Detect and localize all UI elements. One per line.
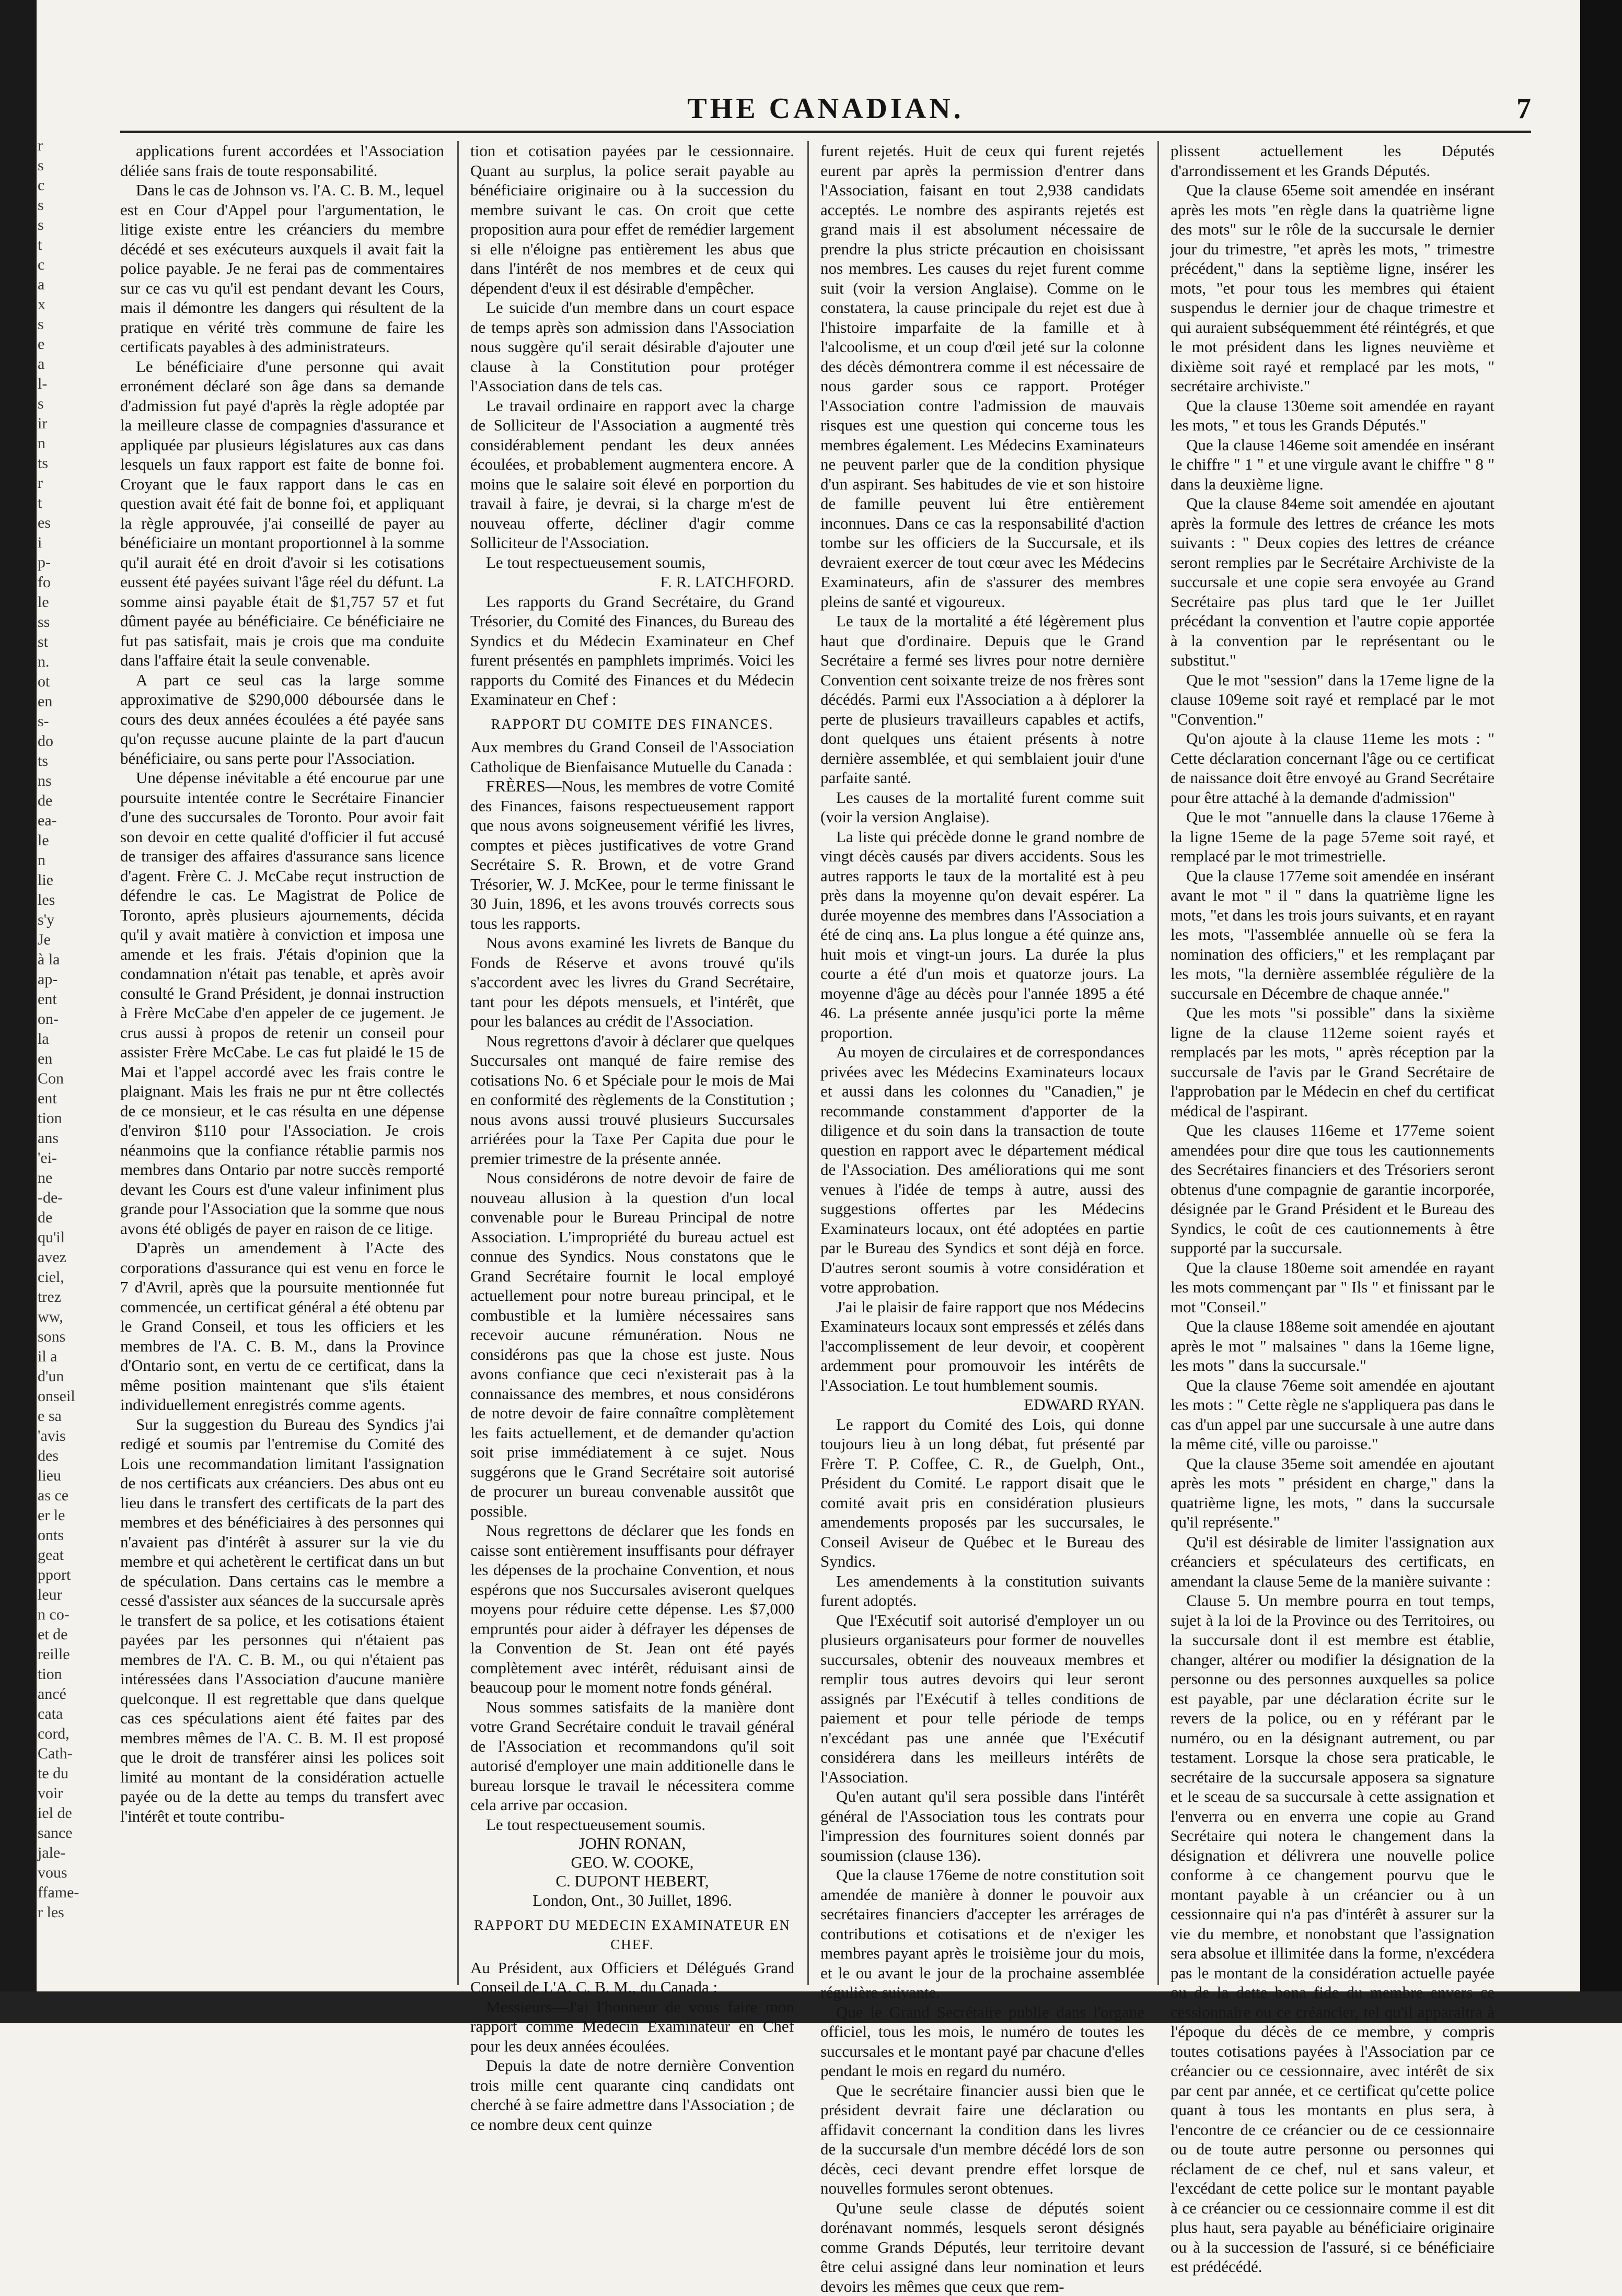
- signature: EDWARD RYAN.: [820, 1395, 1144, 1415]
- bleed-fragment: 'avis: [38, 1426, 100, 1446]
- bleed-fragment: 'ei-: [38, 1148, 100, 1168]
- bleed-fragment: on-: [38, 1009, 100, 1029]
- bleed-fragment: n: [38, 434, 100, 453]
- bleed-fragment: reille: [38, 1645, 100, 1664]
- paragraph: Nous regrettons d'avoir à déclarer que quelques Succursales ont manqué de faire remise des cotisations No. 6 et Spéciale pour le mois de Mai en conformité des règlements de la Constitution ; nous avons aussi trouvé plusieurs Succursales arriérées pour la Taxe Per Capita due pour le premier trimestre de la présente année.: [470, 1031, 794, 1169]
- bleed-fragment: de: [38, 791, 100, 811]
- bleed-fragment: tion: [38, 1109, 100, 1128]
- paragraph: Nous sommes satisfaits de la manière dont votre Grand Secrétaire conduit le travail général de l'Association et recommandons qu'il soit autorisé d'employer une main additionelle dans le bureau lorsque le travail le nécessitera comme cela arrive par occasion.: [470, 1697, 794, 1815]
- bleed-fragment: Con: [38, 1069, 100, 1089]
- signatory-name: C. DUPONT HEBERT,: [470, 1872, 794, 1891]
- facing-page-bleed: [38, 136, 100, 1860]
- paragraph: Nous regrettons de déclarer que les fonds en caisse sont entièrement insuffisants pour défrayer les dépenses de la prochaine Convention, et nous espérons que nos Succursales aviseront quelques moyens pour réduire cette dépense. Les $7,000 empruntés pour aider à défrayer les dépenses de la Convention de St. Jean ont été payés complètement avec intérêt, réduisant ainsi de beaucoup pour le moment notre fonds général.: [470, 1521, 794, 1697]
- bleed-fragment: ts: [38, 453, 100, 473]
- section-heading: RAPPORT DU MEDECIN EXAMINATEUR EN CHEF.: [470, 1916, 794, 1955]
- bleed-fragment: ir: [38, 414, 100, 434]
- bleed-fragment: à la: [38, 950, 100, 970]
- bleed-fragment: s: [38, 195, 100, 215]
- paragraph: Que la clause 84eme soit amendée en ajoutant après la formule des lettres de créance les mots suivants : " Deux copies des lettres de créance seront remplies par le Secrétaire Archiviste de la succursale et une copie sera envoyée au Grand Secrétaire pas plus tard que le 1er Juillet précédant la convention et l'autre copie apportée à la convention par le représentant ou le substitut.": [1171, 494, 1494, 670]
- paragraph: Le tout respectueusement soumis.: [470, 1815, 794, 1835]
- bleed-fragment: les: [38, 890, 100, 910]
- bleed-fragment: s: [38, 314, 100, 334]
- bleed-fragment: ts: [38, 751, 100, 771]
- paragraph: Les amendements à la constitution suivants furent adoptés.: [820, 1571, 1144, 1611]
- bleed-fragment: iel de: [38, 1803, 100, 1823]
- bleed-fragment: et de: [38, 1625, 100, 1645]
- bleed-fragment: lie: [38, 870, 100, 890]
- paragraph: Qu'une seule classe de députés soient dorénavant nommés, lesquels seront désignés comme Grands Députés, leur territoire devant être celui assigné dans leur nomination et leurs devoirs les mêmes que ceux que rem-: [820, 2198, 1144, 2296]
- column-divider: [457, 141, 459, 1985]
- bleed-fragment: en: [38, 1049, 100, 1069]
- bleed-fragment: e sa: [38, 1406, 100, 1426]
- paragraph: La liste qui précède donne le grand nombre de vingt décès causés par divers accidents. Sous les autres rapports le taux de la mortalité est à peu près dans la moyenne qu'on devait espérer. La durée moyenne des membres dans l'Association a été de cinq ans. La plus longue a été quinze ans, huit mois et vingt-un jours. La durée la plus courte a été d'un mois et quatorze jours. La moyenne d'âge au décès pour l'année 1895 a été 46. La présente année jusqu'ici porte la même proportion.: [820, 827, 1144, 1043]
- bleed-fragment: qu'il: [38, 1228, 100, 1248]
- bleed-fragment: ot: [38, 672, 100, 692]
- bleed-fragment: ns: [38, 771, 100, 791]
- paragraph: Une dépense inévitable a été encourue par une poursuite intentée contre le Secrétaire Financier d'une des succursales de Toronto. Pour avoir fait son devoir en cette qualité d'officier il fut accusé de transiger des affaires d'assurance sans licence d'agent. Frère C. J. McCabe reçut instruction de défendre le cas. Le Magistrat de Police de Toronto, après plusieurs ajournements, décida qu'il y avait matière à conviction et imposa une amende et les frais. J'étais d'opinion que la condamnation n'était pas tenable, et après avoir consulté le Grand Président, je donnai instruction à Frère McCabe d'en appeler de ce jugement. Je crus aussi à propos de retenir un conseil pour assister Frère McCabe. Le cas fut plaidé le 15 de Mai et l'appel accordé avec les frais contre le plaignant. Mais les frais ne pur nt être collectés de ce monsieur, et le cas résulta en une dépense d'environ $110 pour l'Association. Je crois néanmoins que la confiance rétablie parmis nos membres dans Ontario par notre succès remporté devant les Cours est d'une valeur infiniment plus grande pour l'Association que la somme que nous avons été obligés de payer en raison de ce litige.: [120, 768, 444, 1238]
- paragraph: Que le secrétaire financier aussi bien que le président devrait faire une déclaration ou affidavit concernant la condition dans les livres de la succursale d'un membre décédé lors de son décès, ceci devant prendre effet lorsque de nouvelles formules seront obtenues.: [820, 2081, 1144, 2198]
- paragraph: Qu'en autant qu'il sera possible dans l'intérêt général de l'Association tous les contrats pour l'impression des fournitures soient donnés par soumission (clause 136).: [820, 1787, 1144, 1865]
- bleed-fragment: p-: [38, 553, 100, 573]
- bleed-fragment: onseil: [38, 1386, 100, 1406]
- bleed-fragment: c: [38, 176, 100, 195]
- bleed-fragment: st: [38, 632, 100, 652]
- bleed-fragment: s: [38, 215, 100, 235]
- bleed-fragment: en: [38, 692, 100, 712]
- paragraph: Le suicide d'un membre dans un court espace de temps après son admission dans l'Association nous suggère qu'il serait désirable d'ajouter une clause à la Constitution pour protéger l'Association dans de tels cas.: [470, 298, 794, 396]
- section-heading: RAPPORT DU COMITE DES FINANCES.: [470, 715, 794, 735]
- paragraph: Que la clause 176eme de notre constitution soit amendée de manière à donner le pouvoir aux secrétaires financiers d'accepter les arrérages de contributions et cotisations et de n'exiger les membres payant après le troisième jour du mois, et le ou avant le jour de la prochaine assemblée régulière suivante.: [820, 1865, 1144, 2002]
- bleed-fragment: do: [38, 731, 100, 751]
- bleed-fragment: jale-: [38, 1843, 100, 1863]
- bleed-fragment: cata: [38, 1704, 100, 1724]
- paragraph: Le travail ordinaire en rapport avec la charge de Solliciteur de l'Association a augmenté très considérablement pendant les deux années écoulées, et probablement augmentera encore. A moins que le salaire soit élevé en porportion du travail à faire, je devrai, si la charge m'est de nouveau offerte, décliner d'agir comme Solliciteur de l'Association.: [470, 396, 794, 553]
- bleed-fragment: er le: [38, 1506, 100, 1525]
- bleed-fragment: voir: [38, 1784, 100, 1803]
- bleed-fragment: ne: [38, 1168, 100, 1188]
- bleed-fragment: Cath-: [38, 1744, 100, 1764]
- paragraph: Que le Grand Secrétaire publie dans l'organe officiel, tous les mois, le numéro de toutes les succursales et le montant payé par chacune d'elles pendant le mois en regard du numéro.: [820, 2002, 1144, 2081]
- page-number: 7: [1516, 92, 1531, 125]
- paragraph: Que la clause 146eme soit amendée en insérant le chiffre " 1 " et une virgule avant le chiffre " 8 " dans la deuxième ligne.: [1171, 435, 1494, 494]
- bleed-fragment: te du: [38, 1764, 100, 1784]
- bleed-fragment: a: [38, 275, 100, 295]
- bleed-fragment: de: [38, 1208, 100, 1228]
- paragraph: Les causes de la mortalité furent comme suit (voir la version Anglaise).: [820, 788, 1144, 827]
- bleed-fragment: d'un: [38, 1367, 100, 1386]
- paragraph: Que la clause 188eme soit amendée en ajoutant après le mot " malsaines " dans la 16eme ligne, les mots " dans la succursale.": [1171, 1316, 1494, 1376]
- bleed-fragment: ss: [38, 612, 100, 632]
- paragraph: Qu'on ajoute à la clause 11eme les mots : " Cette déclaration concernant l'âge ou ce certificat de naissance doit être envoyé au Grand Secrétaire pour être attaché à la demande d'admission": [1171, 729, 1494, 807]
- bleed-fragment: r les: [38, 1903, 100, 1922]
- bleed-fragment: ea-: [38, 811, 100, 831]
- paragraph: Messieurs—J'ai l'honneur de vous faire mon rapport comme Médecin Examinateur en Chef pour les deux années écoulées.: [470, 1997, 794, 2056]
- paragraph: Que la clause 35eme soit amendée en ajoutant après les mots " président en charge," dans la quatrième ligne, les mots, " dans la succursale qu'il représente.": [1171, 1454, 1494, 1532]
- column-2: [470, 141, 794, 1985]
- paragraph: A part ce seul cas la large somme approximative de $290,000 déboursée dans le cours des deux années écoulées a été payée sans qu'on reçusse aucune plainte de la part d'aucun bénéficiaire, ou sans perte pour l'Association.: [120, 670, 444, 768]
- paragraph: Que la clause 177eme soit amendée en insérant avant le mot " il " dans la quatrième ligne les mots, "et dans les trois jours suivants, et en rayant les mots, "l'assemblée annuelle où se fera la nomination des officiers," et les remplaçant par les mots, "la dernière assemblée régulière de la succursale en Décembre de chaque année.": [1171, 866, 1494, 1004]
- paragraph: Sur la suggestion du Bureau des Syndics j'ai redigé et soumis par l'entremise du Comité des Lois une recommandation limitant l'assignation de nos certificats aux créanciers. Des abus ont eu lieu dans le transfert des certificats de la part des membres et des bénéficiaires à des personnes qui n'avaient pas d'intérêt à assurer sur la vie du membre et qui achetèrent le certificat dans un but de spéculation. Dans certains cas le membre a cessé d'assister aux séances de la succursale après le transfert de sa police, et les cotisations étaient payées par les personnes qui n'étaient pas membres de l'A. C. B. M., ou qui n'étaient pas intéressées dans l'Association d'aucune manière quelconque. Il est regrettable que dans quelque cas ces spéculations aient été faites par des membres mêmes de l'A. C. B. M. Il est proposé que le droit de transférer ainsi les polices soit limité au montant de la considération actuelle payée ou de la dette au temps du transfert avec l'intérêt et toute contribu-: [120, 1415, 444, 1826]
- bleed-fragment: onts: [38, 1525, 100, 1545]
- bleed-fragment: n.: [38, 652, 100, 672]
- bleed-fragment: r: [38, 136, 100, 156]
- bleed-fragment: tion: [38, 1664, 100, 1684]
- column-4: [1171, 141, 1494, 1985]
- bleed-fragment: Je: [38, 930, 100, 950]
- paragraph: Que le mot "annuelle dans la clause 176eme à la ligne 15eme de la page 57eme soit rayé, et remplacé par le mot trimestrielle.: [1171, 807, 1494, 866]
- paragraph: Que la clause 76eme soit amendée en ajoutant les mots : " Cette règle ne s'appliquera pas dans le cas d'un appel par une succursale à une autre dans la même cité, ville ou paroisse.": [1171, 1376, 1494, 1454]
- bleed-fragment: leur: [38, 1585, 100, 1605]
- bleed-fragment: a: [38, 354, 100, 374]
- paragraph: Le bénéficiaire d'une personne qui avait erronément déclaré son âge dans sa demande d'admission fut payé d'après la règle adoptée par la meilleure classe de compagnies d'assurance et appliquée par plusieurs législatures aux cas dans lesquels un faux rapport est faite de bonne foi. Croyant que le faux rapport dans le cas en question avait été fait de bonne foi, et appliquant la règle approuvée, j'ai conseillé de payer au bénéficiaire un montant proportionnel à la somme qu'il aurait été en droit d'avoir si les cotisations eussent été payées suivant l'âge réel du défunt. La somme ainsi payable était de $1,757 57 et fut dûment payée au bénéficiaire. Ce bénéficiaire ne fut pas satisfait, mais je crois que ma conduite dans l'affaire était la seule convenable.: [120, 357, 444, 670]
- bleed-fragment: l-: [38, 374, 100, 394]
- paragraph: Dans le cas de Johnson vs. l'A. C. B. M., lequel est en Cour d'Appel pour l'argumentation, le litige existe entre les créanciers du membre décédé et ses exécuteurs auxquels il avait fait la police payable. Je ne ferai pas de commentaires sur ce cas vu qu'il est pendant devant les Cours, mais il démontre les dangers qui résultent de la pratique en vérité très commune de faire les certificats payables à des administrateurs.: [120, 180, 444, 357]
- bleed-fragment: ww,: [38, 1307, 100, 1327]
- bleed-fragment: il a: [38, 1347, 100, 1367]
- signatory-name: GEO. W. COOKE,: [470, 1853, 794, 1872]
- bleed-fragment: sons: [38, 1327, 100, 1347]
- paragraph: Qu'il est désirable de limiter l'assignation aux créanciers et spéculateurs des certificats, en amendant la clause 5eme de la manière suivante :: [1171, 1532, 1494, 1591]
- bleed-fragment: as ce: [38, 1486, 100, 1506]
- signature: F. R. LATCHFORD.: [470, 572, 794, 592]
- paragraph: Que la clause 65eme soit amendée en insérant après les mots "en règle dans la quatrième ligne des mots" sur le rôle de la succursale le dernier jour du trimestre, "et après les mots, " trimestre précédent," dans la septième ligne, insérer les mots, "et pour tous les membres qui étaient suspendus le dernier jour de chaque trimestre et qui auraient subséquemment été réintégrés, et que le mot président dans les lignes neuvième et dixième soit rayé et remplacé par les mots, " secrétaire archiviste.": [1171, 180, 1494, 396]
- bleed-fragment: ent: [38, 1089, 100, 1109]
- paragraph: Que l'Exécutif soit autorisé d'employer un ou plusieurs organisateurs pour former de nouvelles succursales, obtenir des nouveaux membres et remplir tous autres devoirs qui leur seront assignés par l'Exécutif à telles conditions de paiement et pour telle période de temps n'excédant pas une année que l'Exécutif considérera dans les meilleurs intérêts de l'Association.: [820, 1611, 1144, 1787]
- bleed-fragment: avez: [38, 1248, 100, 1267]
- bleed-fragment: t: [38, 235, 100, 255]
- paragraph: Que le mot "session" dans la 17eme ligne de la clause 109eme soit rayé et remplacé par le mot "Convention.": [1171, 670, 1494, 729]
- bleed-fragment: n co-: [38, 1605, 100, 1625]
- bleed-fragment: cord,: [38, 1724, 100, 1744]
- bleed-fragment: s: [38, 156, 100, 176]
- bleed-fragment: la: [38, 1029, 100, 1049]
- paragraph: FRÈRES—Nous, les membres de votre Comité des Finances, faisons respectueusement rapport que nous avons soigneusement vérifié les livres, comptes et pièces justificatives de votre Grand Secrétaire S. R. Brown, et de votre Grand Trésorier, W. J. McKee, pour le terme finissant le 30 Juin, 1896, et les avons trouvés corrects sous tous les rapports.: [470, 776, 794, 933]
- column-divider: [1157, 141, 1159, 1985]
- paragraph: J'ai le plaisir de faire rapport que nos Médecins Examinateurs locaux sont empressés et zélés dans l'accomplissement de leur devoir, et coopèrent ardemment pour promouvoir les intérêts de l'Association. Le tout humblement soumis.: [820, 1297, 1144, 1395]
- paragraph: Depuis la date de notre dernière Convention trois mille cent quarante cinq candidats ont cherché à se faire admettre dans l'Association ; de ce nombre deux cent quinze: [470, 2056, 794, 2134]
- paragraph: Que les mots "si possible" dans la sixième ligne de la clause 112eme soient rayés et remplacés par les mots, " après réception par la succursale de l'avis par le Grand Secrétaire de l'approbation par le Médecin en chef du certificat médical de l'aspirant.: [1171, 1003, 1494, 1121]
- paragraph: Que la clause 180eme soit amendée en rayant les mots commençant par " Ils " et finissant par le mot "Conseil.": [1171, 1258, 1494, 1317]
- bleed-fragment: c: [38, 255, 100, 275]
- bleed-fragment: s-: [38, 712, 100, 731]
- bleed-fragment: es: [38, 513, 100, 533]
- bleed-fragment: ciel,: [38, 1267, 100, 1287]
- paragraph: Au moyen de circulaires et de correspondances privées avec les Médecins Examinateurs locaux et aussi dans les colonnes du "Canadien," je recommande constamment d'apporter de la diligence et du soin dans la transaction de toute question en rapport avec le département médical de l'Association. Des améliorations qui me sont venues à l'idée de temps à autre, aussi des suggestions offertes par les Médecins Examinateurs locaux, ont été adoptées en partie par le Bureau des Syndics et sont déjà en force. D'autres seront soumis à votre considération et votre approbation.: [820, 1042, 1144, 1297]
- bleed-fragment: pport: [38, 1565, 100, 1585]
- scan-edge-right: [1580, 0, 1622, 2023]
- bleed-fragment: fo: [38, 573, 100, 592]
- paragraph: Au Président, aux Officiers et Délégués Grand Conseil de L'A. C. B. M., du Canada :: [470, 1958, 794, 1997]
- paragraph: Les rapports du Grand Secrétaire, du Grand Trésorier, du Comité des Finances, du Bureau des Syndics et du Médecin Examinateur en Chef furent présentés en pamphlets imprimés. Voici les rapports du Comité des Finances et du Médecin Examinateur en Chef :: [470, 592, 794, 709]
- bleed-fragment: n: [38, 850, 100, 870]
- paragraph: Nous considérons de notre devoir de faire de nouveau allusion à la question d'un local convenable pour le Bureau Principal de notre Association. L'impropriété du bureau actuel est connue des Syndics. Nous constatons que le Grand Secrétaire fournit le local employé actuellement pour notre bureau principal, et le combustible et la lumière nécessaires sans recevoir aucune rémunération. Nous ne considérons pas que la chose est juste. Nous avons confiance que ceci n'existerait pas à la connaissance des membres, et nous considérons de notre devoir de faire connaître complètement les faits actuellement, et de demander qu'action soit prise immédiatement à ce sujet. Nous suggérons que le Grand Secrétaire soit autorisé de procurer un bureau convenable aussitôt que possible.: [470, 1168, 794, 1521]
- scan-edge-left: [0, 0, 37, 2023]
- publication-title: THE CANADIAN.: [120, 92, 1531, 125]
- bleed-fragment: x: [38, 295, 100, 314]
- paragraph: applications furent accordées et l'Association déliée sans frais de toute responsabilité.: [120, 141, 444, 180]
- paragraph: Que la clause 130eme soit amendée en rayant les mots, " et tous les Grands Députés.": [1171, 396, 1494, 435]
- bleed-fragment: r: [38, 473, 100, 493]
- bleed-fragment: trez: [38, 1287, 100, 1307]
- bleed-fragment: ap-: [38, 970, 100, 989]
- bleed-fragment: s: [38, 394, 100, 414]
- bleed-fragment: ans: [38, 1128, 100, 1148]
- bleed-fragment: geat: [38, 1545, 100, 1565]
- dateline: London, Ont., 30 Juillet, 1896.: [470, 1891, 794, 1910]
- paragraph: Clause 5. Un membre pourra en tout temps, sujet à la loi de la Province ou des Territoires, ou la succursale dont il est membre est établie, changer, altérer ou modifier la désignation de la personne ou des personnes auxquelles sa police est payable, par une déclaration écrite sur le revers de la police, ou en y référant par le numéro, ou en la désignant autrement, ou par testament. Lorsque la chose sera praticable, le secrétaire de la succursale apposera sa signature et le sceau de sa succursale à cette assignation et l'enverra ou en enverra une copie au Grand Secrétaire qui notera le changement dans la désignation et délivrera une nouvelle police conforme à ce changement pourvu que le montant payable à un créancier ou à un cessionnaire qui n'a pas d'intérêt à assurer sur la vie du membre, et nonobstant que l'assignation sera absolue et illimitée dans la forme, n'excédera pas le montant de la considération actuelle payée ou de la dette bona fide du membre envers ce cessionnaire ou ce créancier, tel qu'il apparaitra à l'époque du décès de ce membre, y compris toutes cotisations payées à l'Association par ce créancier ou ce cessionnaire, avec intérêt de six par cent par année, et ce certificat qu'cette police quant à tous les montants en plus sera, à l'encontre de ce créancier ou de ce cessionnaire ou de toute autre personne ou personnes qui réclament de ce chef, nul et sans valeur, et l'excédant de cette police sur le montant payable à ce créancier ou ce cessionnaire comme il est dit plus haut, sera payable au bénéficiaire originaire ou à la succession de l'assuré, si ce bénéficiaire est prédécédé.: [1171, 1591, 1494, 2277]
- column-3: [820, 141, 1144, 1985]
- paragraph: furent rejetés. Huit de ceux qui furent rejetés eurent par après la permission d'entrer dans l'Association, faisant en tout 2,938 candidats acceptés. Le nombre des aspirants rejetés est grand mais il est absolument nécessaire de prendre la plus stricte précaution en choisissant nos membres. Les causes du rejet furent comme suit (voir la version Anglaise). Comme on le constatera, la cause principale du rejet est due à l'histoire imparfaite de la famille et à l'alcoolisme, et un coup d'œil jeté sur la colonne des décès démontrera comme il est nécessaire de nous garder sous ce rapport. Protéger l'Association contre l'admission de mauvais risques est une question qui concerne tous les membres également. Les Médecins Examinateurs ne peuvent parler que de la condition physique d'un aspirant. Ses habitudes de vie et son histoire de famille peuvent lui être entièrement inconnues. Dans ce cas la responsabilité d'action tombe sur les officiers de la Succursale, et ils devraient exercer de tout cœur avec les Médecins Examinateurs, afin de s'assurer des membres pleins de santé et vigoureux.: [820, 141, 1144, 611]
- article-columns: [120, 141, 1531, 1985]
- bleed-fragment: t: [38, 493, 100, 513]
- bleed-fragment: sance: [38, 1823, 100, 1843]
- bleed-fragment: -de-: [38, 1188, 100, 1208]
- bleed-fragment: des: [38, 1446, 100, 1466]
- paragraph: Nous avons examiné les livrets de Banque du Fonds de Réserve et avons trouvé qu'ils s'accordent avec les livres du Grand Secrétaire, tant pour les dépots mensuels, et l'intérêt, que pour les balances au crédit de l'Association.: [470, 933, 794, 1031]
- paragraph: Que les clauses 116eme et 177eme soient amendées pour dire que tous les cautionnements des Secrétaires financiers et des Trésoriers seront obtenus d'une compagnie de garantie incorporée, désignée par le Grand Président et le Bureau des Syndics, le coût de ces cautionnements à être supporté par la succursale.: [1171, 1121, 1494, 1258]
- bleed-fragment: le: [38, 831, 100, 850]
- paragraph: Le tout respectueusement soumis,: [470, 553, 794, 573]
- column-1: [120, 141, 444, 1985]
- bleed-fragment: vous: [38, 1863, 100, 1883]
- paragraph: D'après un amendement à l'Acte des corporations d'assurance qui est venu en force le 7 d'Avril, après que la poursuite mentionnée fut commencée, un certificat général a été obtenu par le Grand Conseil, et tous les officiers et les membres de l'A. C. B. M., dans la Province d'Ontario sont, en vertu de ce certificat, dans la même position maintenant que s'ils étaient individuellement enregistrés comme agents.: [120, 1238, 444, 1415]
- bleed-fragment: s'y: [38, 910, 100, 930]
- signatory-name: JOHN RONAN,: [470, 1834, 794, 1853]
- paragraph: plissent actuellement les Députés d'arrondissement et les Grands Députés.: [1171, 141, 1494, 180]
- masthead: [120, 89, 1531, 133]
- paragraph: Le taux de la mortalité a été légèrement plus haut que d'ordinaire. Depuis que le Grand Secrétaire a fermé ses livres pour notre dernière Convention cent soixante treize de nos frères sont décédés. Parmi eux l'Association a à déplorer la perte de plusieurs travailleurs capables et actifs, dont quelques uns étaient présents à notre dernière assemblée, et qui semblaient jouir d'une parfaite santé.: [820, 611, 1144, 788]
- bleed-fragment: ent: [38, 989, 100, 1009]
- paragraph: tion et cotisation payées par le cessionnaire. Quant au surplus, la police serait payable au bénéficiaire originaire ou à la succession du membre suivant le cas. On croit que cette proposition aura pour effet de remédier largement si elle n'éloigne pas entièrement les abus que dans l'intérêt de nos membres et de ceux qui dépendent d'eux il est désirable d'empêcher.: [470, 141, 794, 298]
- bleed-fragment: le: [38, 592, 100, 612]
- bleed-fragment: i: [38, 533, 100, 553]
- bleed-fragment: ffame-: [38, 1883, 100, 1903]
- paragraph: Aux membres du Grand Conseil de l'Association Catholique de Bienfaisance Mutuelle du Canada :: [470, 737, 794, 776]
- bleed-fragment: lieu: [38, 1466, 100, 1486]
- paragraph: Le rapport du Comité des Lois, qui donne toujours lieu à un long débat, fut présenté par Frère T. P. Coffee, C. R., de Guelph, Ont., Président du Comité. Le rapport disait que le comité avait pris en considération plusieurs amendements proposés par les succursales, le Conseil Aviseur de Québec et le Bureau des Syndics.: [820, 1415, 1144, 1571]
- column-divider: [807, 141, 809, 1985]
- bleed-fragment: ancé: [38, 1684, 100, 1704]
- bleed-fragment: e: [38, 334, 100, 354]
